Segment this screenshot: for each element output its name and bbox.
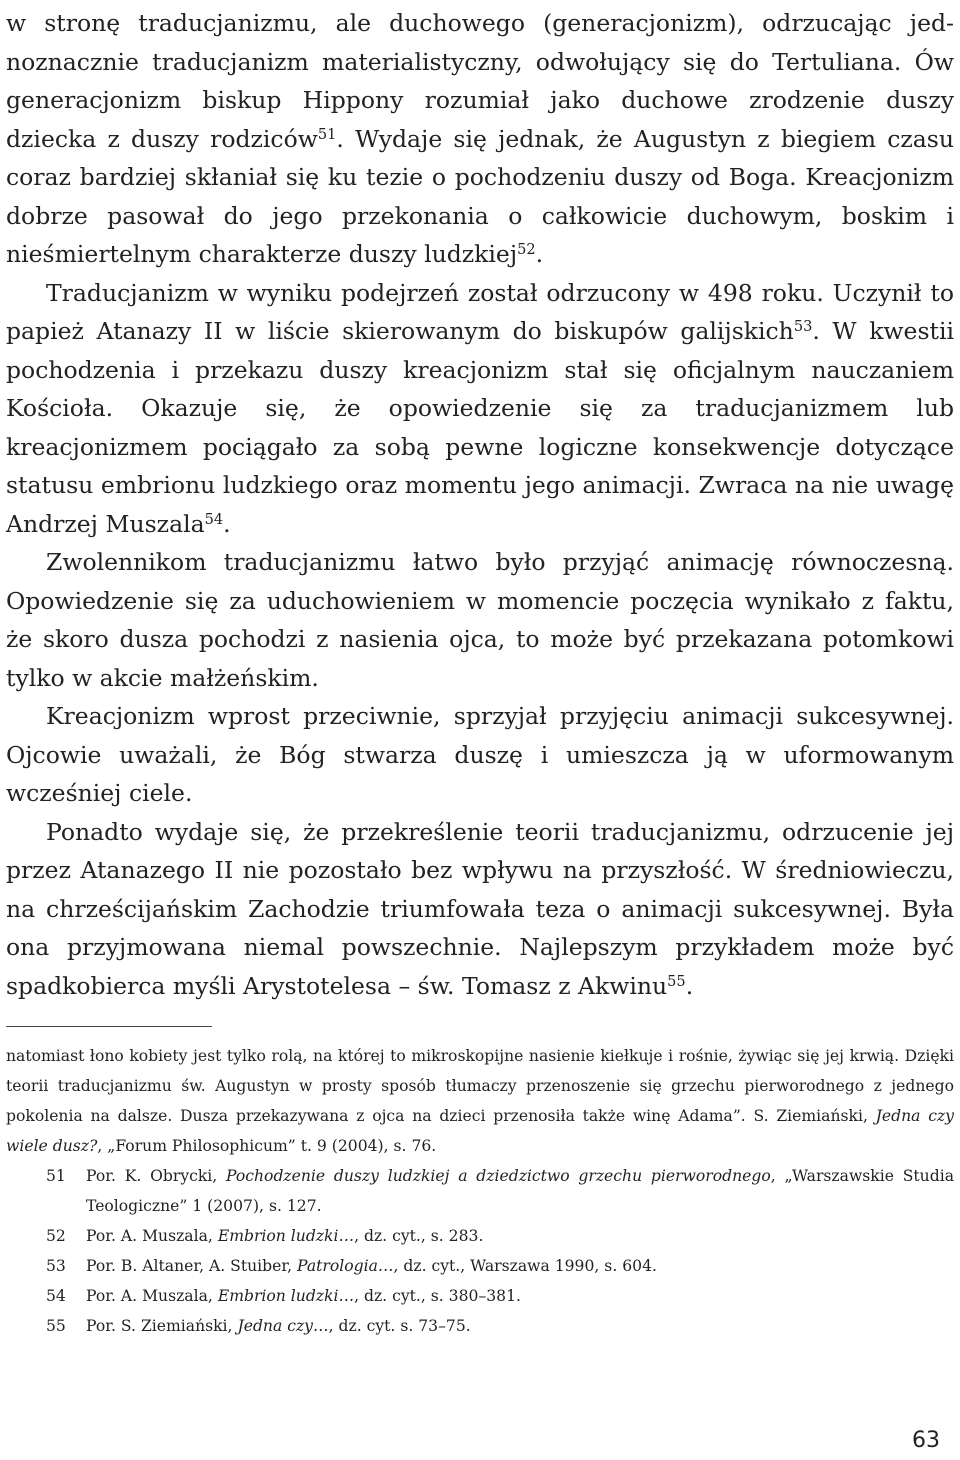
footnote-continuation [6, 1041, 954, 1161]
paragraph-1 [6, 4, 954, 274]
footnote-text: , „Forum Philosophicum” t. 9 (2004), s. 76. [97, 1137, 437, 1155]
footnote-54 [6, 1281, 954, 1311]
footnote-title: Patrologia… [297, 1257, 394, 1275]
main-text [6, 4, 954, 1005]
footnote-text: Por. S. Ziemiański, [86, 1317, 238, 1335]
footnote-number: 52 [46, 1227, 66, 1245]
footnote-number: 54 [46, 1287, 66, 1305]
footnote-55 [6, 1311, 954, 1341]
footnote-title: Jedna czy wiele dusz? [6, 1107, 954, 1155]
footnote-number: 55 [46, 1317, 66, 1335]
footnote-text: Por. A. Muszala, [86, 1227, 218, 1245]
footnote-text: , dz. cyt., s. 380–381. [354, 1287, 521, 1305]
footnotes [6, 1041, 954, 1341]
footnote-53 [6, 1251, 954, 1281]
footnote-ref-52: 52 [517, 241, 536, 258]
footnote-text: , dz. cyt., s. 283. [354, 1227, 484, 1245]
text-run: Traducjanizm w wyniku podejrzeń został odrzucony w 498 roku. Uczynił to papież Atanazy II w liście skierowanym do biskupów galijskich [6, 278, 954, 345]
footnote-ref-51: 51 [317, 125, 337, 143]
footnote-number: 51 [46, 1167, 66, 1185]
text-run: . [223, 509, 231, 538]
footnote-text: , „Warszawskie Studia Teologiczne” 1 (2007), s. 127. [86, 1167, 954, 1215]
footnote-text: natomiast łono kobiety jest tylko rolą, na której to mikroskopijne nasienie kiełkuje i rośnie, żywiąc się jej krwią. Dzięki teorii traducjanizmu św. Augustyn w prosty sposób tłumaczy przenoszenie się grzechu pierworodnego z jednego pokolenia na dalsze. Dusza przekazywana z ojca na dzieci przenosiła także winę Adama”. S. Ziemiański, [6, 1047, 954, 1125]
text-run: . [535, 240, 544, 268]
paragraph-2 [6, 274, 954, 544]
footnote-ref-55: 55 [667, 972, 686, 990]
footnote-text: Por. B. Altaner, A. Stuiber, [86, 1257, 298, 1275]
text-run: . Wydaje się jednak, że Augustyn z biegiem czasu coraz bardziej skłaniał się ku tezie o pochodzeniu duszy od Boga. Kreacjonizm dobrze pasował do jego przekonania o całkowicie duchowym, boskim i nieśmiertelnym charakterze duszy ludzkiej [6, 124, 954, 268]
page-number: 63 [912, 1428, 940, 1453]
footnote-number: 53 [46, 1257, 66, 1275]
footnote-text: , dz. cyt., Warszawa 1990, s. 604. [393, 1257, 657, 1275]
footnote-title: Embrion ludzki… [217, 1227, 355, 1245]
footnote-text: Por. A. Muszala, [86, 1287, 218, 1305]
footnote-52 [6, 1221, 954, 1251]
footnote-text: , dz. cyt. s. 73–75. [328, 1317, 471, 1335]
footnote-51 [6, 1161, 954, 1221]
paragraph-3: Zwolennikom traducjanizmu łatwo było przyjąć animację równoczesną. Opowiedzenie się za uduchowieniem w momencie poczęcia wynikało z faktu, że skoro dusza pochodzi z nasienia ojca, to może być przekazana potomkowi tylko w akcie małżeńskim. [6, 548, 954, 692]
text-run: Ponadto wydaje się, że przekreślenie teorii traducjanizmu, odrzucenie jej przez Atanazego II nie pozostało bez wpływu na przyszłość. W średniowieczu, na chrześcijańskim Zachodzie triumfowała teza o animacji sukcesywnej. Była ona przyjmowana niemal powszechnie. Najlepszym przykładem może być spadkobierca myśli Arystotelesa – św. Tomasz z Akwinu [6, 817, 954, 1000]
footnote-title: Embrion ludzki… [217, 1287, 355, 1305]
footnote-separator [6, 1026, 212, 1027]
footnote-ref-54: 54 [204, 510, 224, 528]
text-run: . [685, 971, 694, 1000]
text-run: w stronę traducjanizmu, ale duchowego (generacjonizm), odrzucając jednoznacznie traducjanizm materialistyczny, odwołujący się do Tertuliana. Ów generacjonizm biskup Hippony rozumiał jako duchowe zrodzenie duszy dziecka z duszy rodziców [6, 9, 954, 153]
text-run: . W kwestii pochodzenia i przekazu duszy kreacjonizm stał się oficjalnym nauczaniem Kościoła. Okazuje się, że opowiedzenie się za traducjanizmem lub kreacjonizmem pociągało za sobą pewne logiczne konsekwencje dotyczące statusu embrionu ludzkiego oraz momentu jego animacji. Zwraca na nie uwagę Andrzej Muszala [6, 317, 954, 538]
footnote-text: Por. K. Obrycki, [86, 1167, 227, 1185]
footnote-title: Jedna czy… [237, 1317, 329, 1335]
footnote-title: Pochodzenie duszy ludzkiej a dziedzictwo grzechu pierworodnego [226, 1167, 771, 1185]
footnote-ref-53: 53 [793, 318, 813, 335]
paragraph-4: Kreacjonizm wprost przeciwnie, sprzyjał przyjęciu animacji sukcesywnej. Ojcowie uważali, że Bóg stwarza duszę i umieszcza ją w uformowanym wcześniej ciele. [6, 702, 954, 807]
paragraph-5 [6, 813, 954, 1006]
